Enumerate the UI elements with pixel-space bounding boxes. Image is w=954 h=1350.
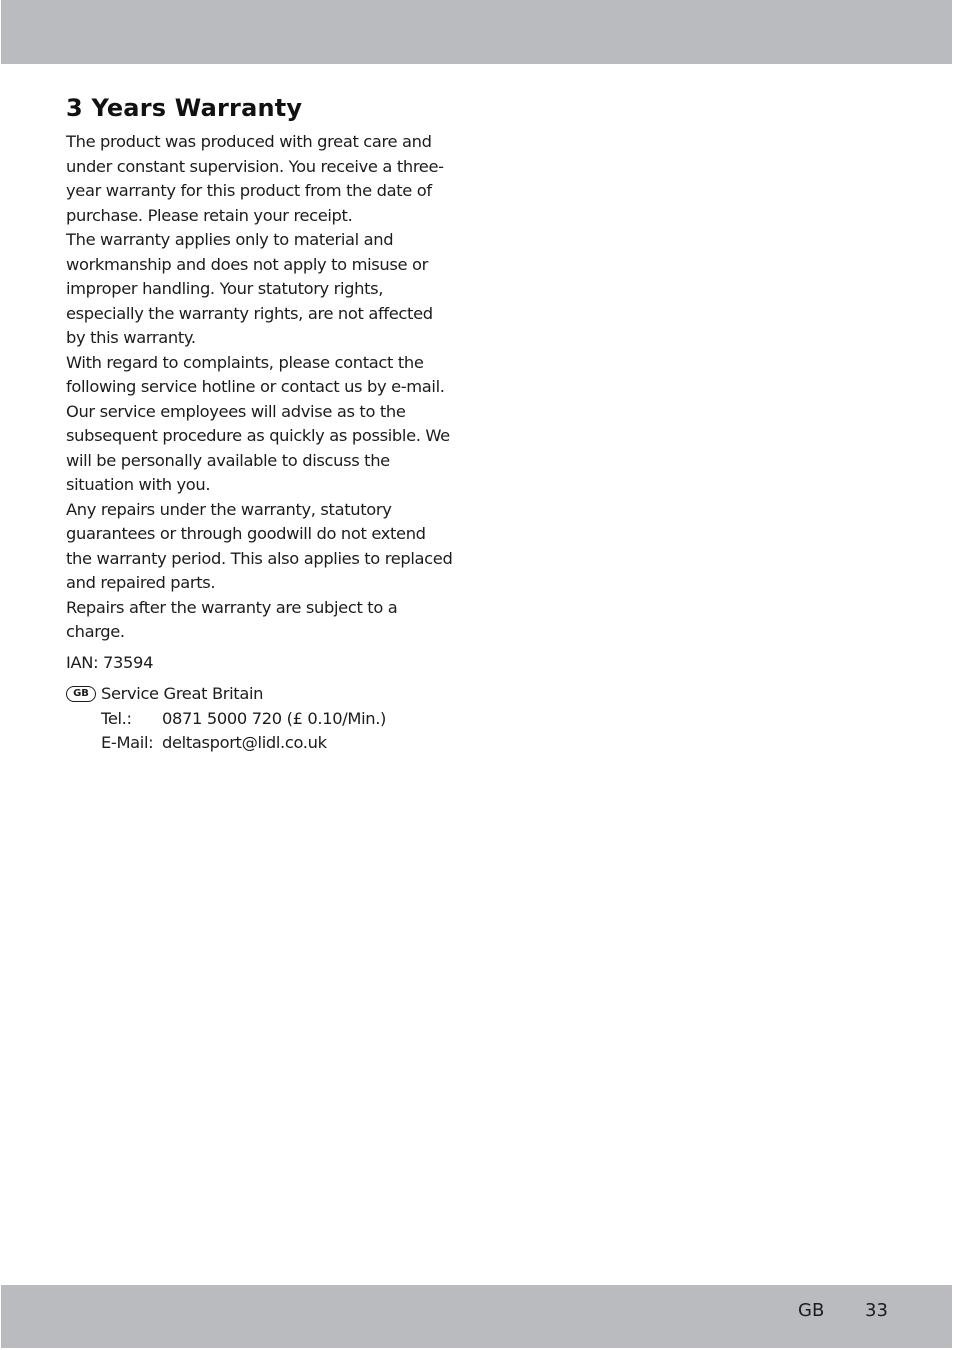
warranty-paragraph: With regard to complaints, please contact the following service hotline or contact us by e-mail. Our service employees will advise as to the subsequent procedure as quickly as possible. We will be personally available to discuss the situation with you. — [66, 352, 450, 494]
page-number: 33 — [865, 1300, 888, 1321]
service-contact — [66, 682, 456, 756]
warranty-paragraph: The warranty applies only to material and workmanship and does not apply to misuse or improper handling. Your statutory rights, especially the warranty rights, are not affected by this warranty. — [66, 230, 433, 347]
footer-language: GB — [798, 1300, 825, 1321]
warranty-section — [66, 92, 456, 756]
warranty-paragraph: Any repairs under the warranty, statutory guarantees or through goodwill do not extend the warranty period. This also applies to replaced and repaired parts. — [66, 499, 453, 592]
service-email-row — [66, 731, 456, 756]
header-band — [1, 0, 952, 64]
tel-label: Tel.: — [101, 708, 132, 728]
email-value: deltasport@lidl.co.uk — [162, 733, 327, 752]
service-tel-row — [66, 707, 456, 732]
section-heading: 3 Years Warranty — [66, 94, 303, 122]
tel-value: 0871 5000 720 (£ 0.10/Min.) — [162, 708, 387, 728]
warranty-paragraph: Repairs after the warranty are subject to a charge. — [66, 597, 398, 641]
warranty-paragraph: The product was produced with great care and under constant supervision. You receive a three-year warranty for this product from the date of purchase. Please retain your receipt. — [66, 132, 444, 225]
service-title: Service Great Britain — [101, 684, 264, 703]
service-header — [66, 682, 456, 707]
email-label: E-Mail: — [101, 733, 154, 752]
ian-number: IAN: 73594 — [66, 652, 154, 672]
country-gb-icon: GB — [66, 686, 96, 702]
